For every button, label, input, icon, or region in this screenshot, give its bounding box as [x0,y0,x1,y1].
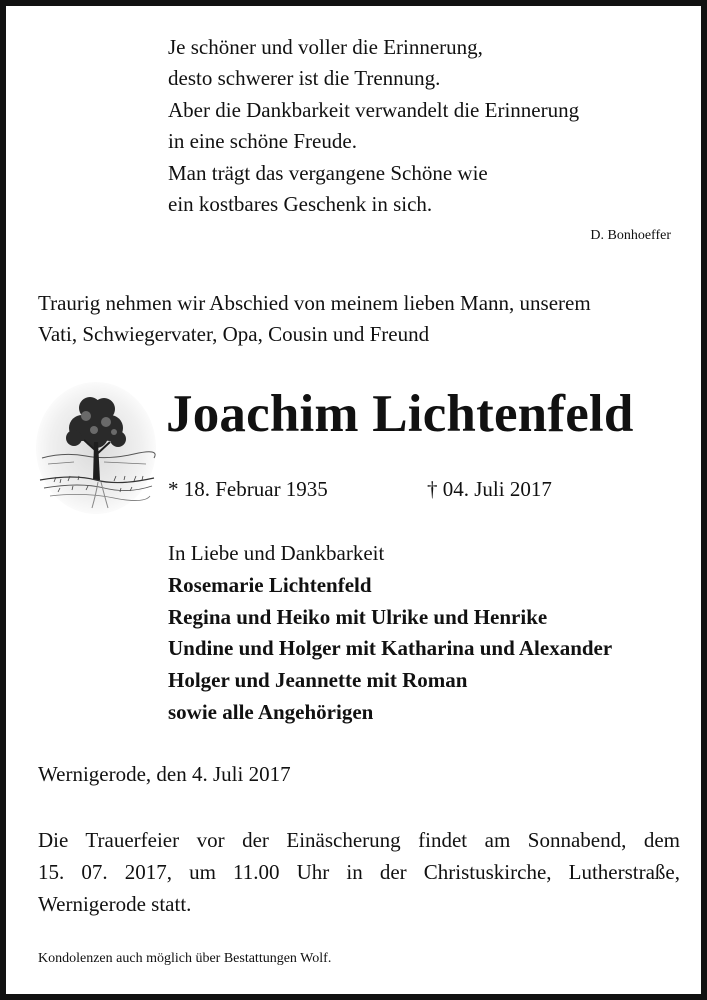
intro-line: Traurig nehmen wir Abschied von meinem lieben Mann, unserem [38,291,591,315]
mourner-name: Undine und Holger mit Katharina und Alexander [168,636,613,661]
poem-line: Aber die Dankbarkeit verwandelt die Erinnerung [168,97,580,122]
condolence-note: Kondolenzen auch möglich über Bestattungen Wolf. [38,951,332,966]
mourner-name: sowie alle Angehörigen [168,699,374,724]
mourner-name: Regina und Heiko mit Ulrike und Henrike [168,604,548,629]
farewell-intro [38,288,686,350]
memorial-poem [168,32,678,220]
poem-line: Je schöner und voller die Erinnerung, [168,35,483,59]
poem-line: ein kostbares Geschenk in sich. [168,192,433,217]
poem-line: in eine schöne Freude. [168,129,357,154]
service-line: 15. 07. 2017, um 11.00 Uhr in der Christuskirche, Lutherstraße, [38,860,680,884]
funeral-service-info [38,824,680,920]
family-opening: In Liebe und Dankbarkeit [168,541,385,565]
birth-date: * 18. Februar 1935 [168,477,328,501]
place-and-date: Wernigerode, den 4. Juli 2017 [38,762,291,786]
poem-line: Man trägt das vergangene Schöne wie [168,160,488,185]
poem-line: desto schwerer ist die Trennung. [168,66,441,91]
tree-landscape-icon [34,376,158,522]
mourner-name: Rosemarie Lichtenfeld [168,572,372,597]
service-line: Die Trauerfeier vor der Einäscherung findet am Sonnabend, dem [38,828,680,852]
intro-line: Vati, Schwiegervater, Opa, Cousin und Freund [38,322,430,346]
service-line: Wernigerode statt. [38,892,192,916]
mourners-list [168,538,612,729]
death-date: † 04. Juli 2017 [427,477,552,501]
deceased-name: Joachim Lichtenfeld [166,385,634,443]
poem-author: D. Bonhoeffer [590,228,671,243]
mourner-name: Holger und Jeannette mit Roman [168,668,468,693]
